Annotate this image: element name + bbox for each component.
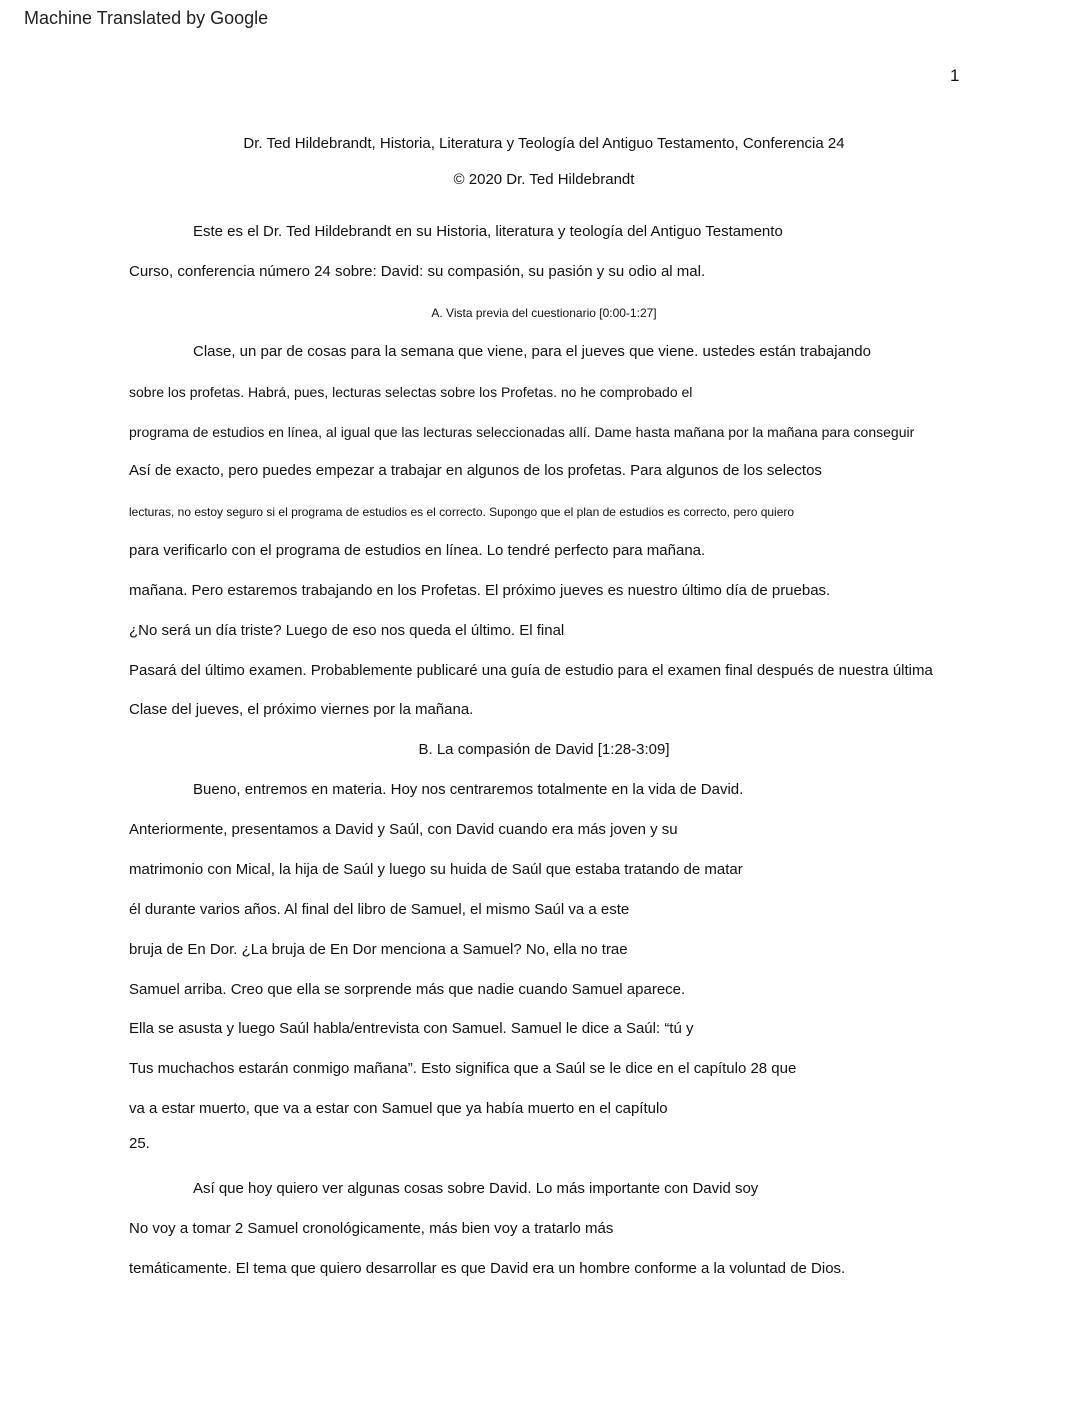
paragraph-line: Ella se asusta y luego Saúl habla/entrevista con Samuel. Samuel le dice a Saúl: “tú y <box>129 1020 694 1037</box>
copyright-line: © 2020 Dr. Ted Hildebrandt <box>453 171 635 188</box>
paragraph-line: Clase, un par de cosas para la semana que viene, para el jueves que viene. ustedes están trabajando <box>193 343 871 360</box>
machine-translation-banner: Machine Translated by Google <box>24 8 269 28</box>
paragraph-line: Clase del jueves, el próximo viernes por la mañana. <box>129 701 474 718</box>
paragraph-line: Así de exacto, pero puedes empezar a trabajar en algunos de los profetas. Para algunos de los selectos <box>129 462 822 479</box>
paragraph-line: Samuel arriba. Creo que ella se sorprende más que nadie cuando Samuel aparece. <box>129 981 686 998</box>
paragraph-line: No voy a tomar 2 Samuel cronológicamente, más bien voy a tratarlo más <box>129 1220 614 1237</box>
paragraph-line: él durante varios años. Al final del libro de Samuel, el mismo Saúl va a este <box>129 901 630 918</box>
document-title: Dr. Ted Hildebrandt, Historia, Literatura y Teología del Antiguo Testamento, Conferencia 24 <box>243 135 845 152</box>
paragraph-line: sobre los profetas. Habrá, pues, lecturas selectas sobre los Profetas. no he comprobado el <box>129 384 693 400</box>
paragraph-line: matrimonio con Mical, la hija de Saúl y luego su huida de Saúl que estaba tratando de matar <box>129 861 743 878</box>
paragraph-line: bruja de En Dor. ¿La bruja de En Dor menciona a Samuel? No, ella no trae <box>129 941 628 958</box>
paragraph-line: programa de estudios en línea, al igual que las lecturas seleccionadas allí. Dame hasta mañana por la mañana para conseguir <box>129 424 915 440</box>
intro-line: Este es el Dr. Ted Hildebrandt en su Historia, literatura y teología del Antiguo Testamento <box>193 223 783 240</box>
paragraph-line: 25. <box>129 1135 150 1152</box>
paragraph-line: para verificarlo con el programa de estudios en línea. Lo tendré perfecto para mañana. <box>129 542 706 559</box>
paragraph-line: Tus muchachos estarán conmigo mañana”. Esto significa que a Saúl se le dice en el capítulo 28 que <box>129 1060 797 1077</box>
paragraph-line: lecturas, no estoy seguro si el programa de estudios es el correcto. Supongo que el plan de estudios es correcto, pero quiero <box>129 505 795 519</box>
section-b-heading: B. La compasión de David [1:28-3:09] <box>418 741 670 758</box>
paragraph-line: Pasará del último examen. Probablemente publicaré una guía de estudio para el examen final después de nuestra última <box>129 662 933 679</box>
section-a-heading: A. Vista previa del cuestionario [0:00-1:27] <box>431 306 657 320</box>
paragraph-line: Así que hoy quiero ver algunas cosas sobre David. Lo más importante con David soy <box>193 1180 759 1197</box>
paragraph-line: Bueno, entremos en materia. Hoy nos centraremos totalmente en la vida de David. <box>193 781 744 798</box>
intro-line: Curso, conferencia número 24 sobre: David: su compasión, su pasión y su odio al mal. <box>129 263 706 280</box>
paragraph-line: Anteriormente, presentamos a David y Saúl, con David cuando era más joven y su <box>129 821 678 838</box>
paragraph-line: mañana. Pero estaremos trabajando en los Profetas. El próximo jueves es nuestro último día de pruebas. <box>129 582 831 599</box>
paragraph-line: va a estar muerto, que va a estar con Samuel que ya había muerto en el capítulo <box>129 1100 668 1117</box>
paragraph-line: ¿No será un día triste? Luego de eso nos queda el último. El final <box>129 622 565 639</box>
paragraph-line: temáticamente. El tema que quiero desarrollar es que David era un hombre conforme a la voluntad de Dios. <box>129 1260 846 1277</box>
page-number: 1 <box>950 66 960 85</box>
